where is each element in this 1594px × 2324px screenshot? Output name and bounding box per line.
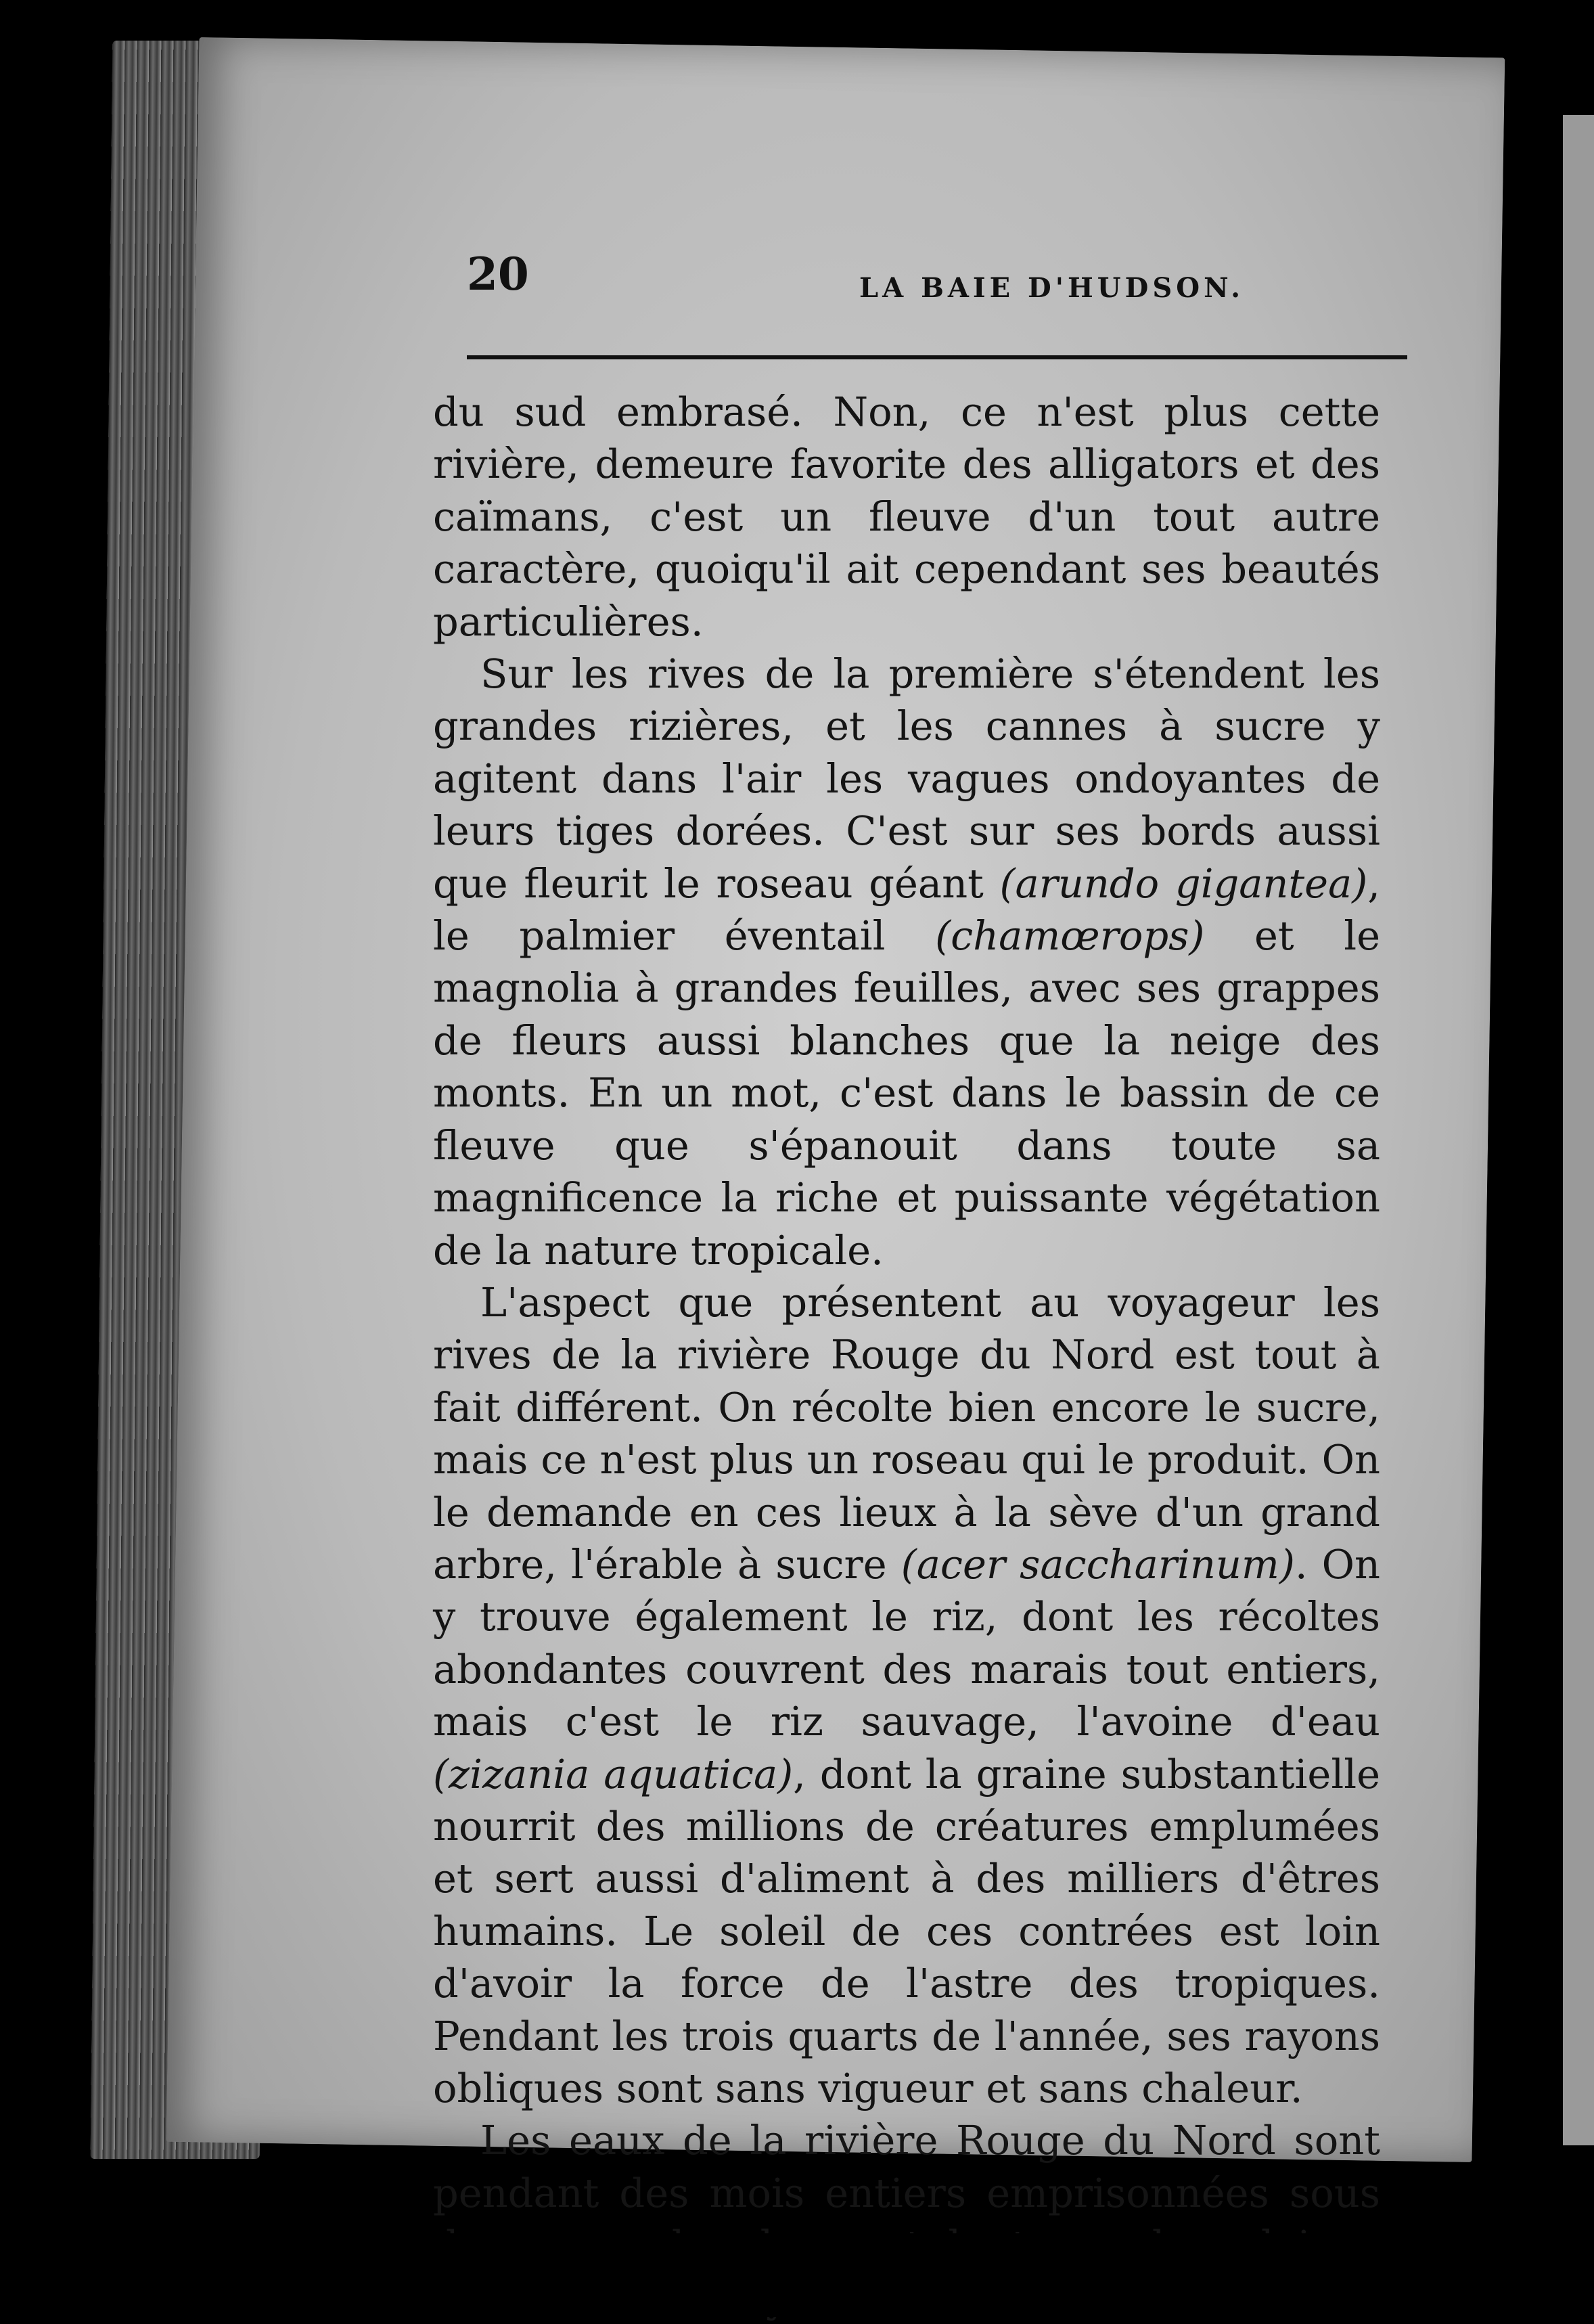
text-segment: et le magnolia à grandes feuilles, avec ses grappes de fleurs aussi blanches que la neige des monts. En un mot, c'est dans le bassin de ce fleuve que s'épanouit dans toute sa magnificence la riche et puissante végétation de la nature tropicale. xyxy=(433,912,1380,1274)
text-segment: du sud embrasé. Non, ce n'est plus cette rivière, demeure favorite des alligators et des caïmans, c'est un fleuve d'un tout autre caractère, quoiqu'il ait cependant ses beautés particulières. xyxy=(433,388,1380,645)
paragraph-1 xyxy=(433,386,1380,648)
text-segment: L'aspect que présentent au voyageur les rives de la rivière Rouge du Nord est tout à fait différent. On récolte bien encore le sucre, mais ce n'est plus un roseau qui le produit. On le demande en ces lieux à la sève d'un grand arbre, l'érable à sucre xyxy=(433,1278,1380,1588)
latin-name: (arundo gigantea) xyxy=(999,859,1368,907)
text-segment: , dont la graine substantielle nourrit des millions de créatures emplumées et sert aussi d'aliment à des milliers d'êtres humains. Le soleil de ces contrées est loin d'avoir la force de l'astre des tropiques. Pendant les trois quarts de l'année, ses rayons obliques sont sans vigueur et sans chaleur. xyxy=(433,1750,1380,2111)
latin-name: (chamœrops) xyxy=(935,912,1205,960)
page-number: 20 xyxy=(467,248,529,300)
paragraph-2 xyxy=(433,648,1380,1276)
scan-border xyxy=(0,2233,1594,2317)
header-rule xyxy=(467,355,1407,359)
body-text xyxy=(433,386,1380,2216)
page-header-title: LA BAIE D'HUDSON. xyxy=(859,272,1245,304)
text-segment: . On y trouve également le riz, dont les récoltes abondantes couvrent des marais tout entiers, mais c'est le riz sauvage, l'avoine d'eau xyxy=(433,1540,1380,1745)
running-head xyxy=(284,230,1407,311)
text-segment: Sur les rives de la première s'étendent les grandes rizières, et les cannes à sucre y agitent dans l'air les vagues ondoyantes de leurs tiges dorées. C'est sur ses bords aussi que fleurit le roseau géant xyxy=(433,650,1380,907)
latin-name: (acer saccharinum) xyxy=(901,1540,1295,1588)
text-segment: , le palmier éventail xyxy=(433,859,1380,960)
latin-name: (zizania aquatica) xyxy=(433,1750,794,1797)
paragraph-3 xyxy=(433,1276,1380,2115)
facing-page-edge xyxy=(1563,115,1594,2145)
text-segment: Les eaux de la rivière Rouge du Nord sont pendant des mois entiers emprisonnées sous xyxy=(433,2117,1380,2216)
